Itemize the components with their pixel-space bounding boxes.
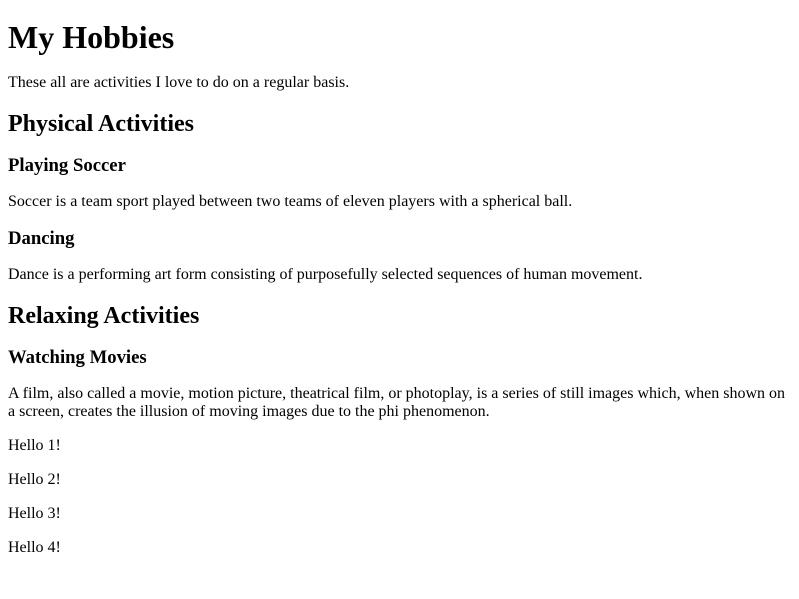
section-heading-physical: Physical Activities xyxy=(8,111,194,137)
hobby-title-dancing: Dancing xyxy=(8,228,75,249)
section-heading-relaxing: Relaxing Activities xyxy=(8,303,200,329)
greeting-paragraph-1: Hello 1! xyxy=(8,437,61,454)
greeting-paragraph-2: Hello 2! xyxy=(8,471,61,488)
page-content xyxy=(0,19,799,557)
hobby-description-movies: A film, also called a movie, motion picture, theatrical film, or photoplay, is a series of still images which, when shown on a screen, creates the illusion of moving images due to the phi phenomenon. xyxy=(8,385,786,420)
greeting-paragraph-4: Hello 4! xyxy=(8,539,61,556)
hobby-title-movies: Watching Movies xyxy=(8,347,147,368)
hobby-description-dancing: Dance is a performing art form consisting of purposefully selected sequences of human movement. xyxy=(8,266,643,283)
intro-paragraph: These all are activities I love to do on a regular basis. xyxy=(8,74,350,91)
greeting-paragraph-3: Hello 3! xyxy=(8,505,61,522)
page-title: My Hobbies xyxy=(8,19,175,55)
hobby-description-soccer: Soccer is a team sport played between two teams of eleven players with a spherical ball. xyxy=(8,193,573,210)
hobby-title-soccer: Playing Soccer xyxy=(8,155,126,176)
